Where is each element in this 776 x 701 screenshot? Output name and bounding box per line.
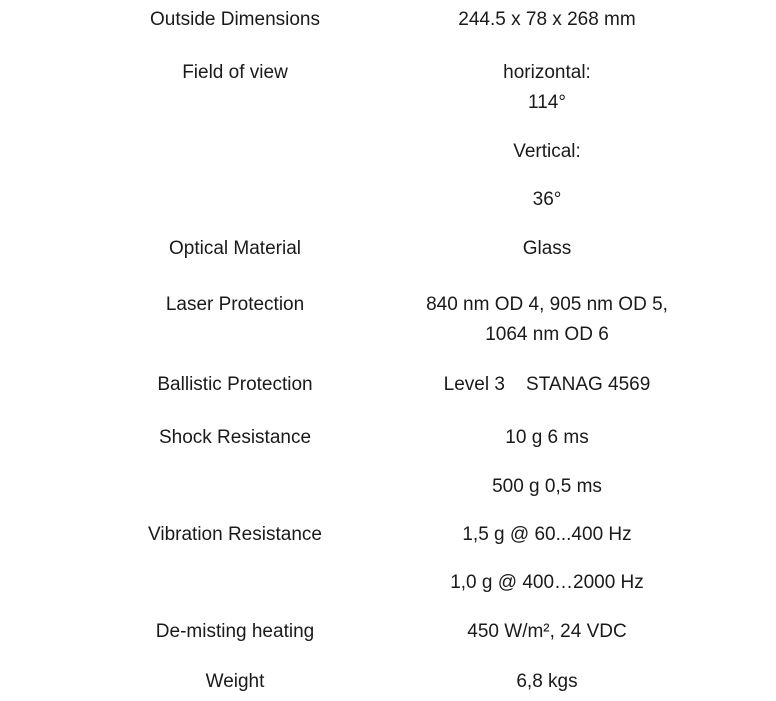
spec-value-demisting-heating: 450 W/m², 24 VDC bbox=[467, 621, 627, 642]
spec-value-fov-vertical: 36° bbox=[532, 189, 562, 210]
spec-value-fov-horizontal-label: horizontal: bbox=[503, 62, 591, 83]
spec-value-laser-protection-line1: 840 nm OD 4, 905 nm OD 5, bbox=[426, 294, 668, 315]
spec-label-ballistic-protection: Ballistic Protection bbox=[157, 374, 313, 395]
spec-value-fov-vertical-label: Vertical: bbox=[513, 141, 581, 162]
spec-label-laser-protection: Laser Protection bbox=[165, 294, 305, 315]
spec-label-optical-material: Optical Material bbox=[169, 238, 301, 259]
spec-label-field-of-view: Field of view bbox=[182, 62, 288, 83]
spec-value-fov-horizontal: 114° bbox=[528, 92, 566, 113]
spec-value-shock-resistance-2: 500 g 0,5 ms bbox=[492, 476, 602, 497]
spec-value-vibration-resistance-2: 1,0 g @ 400…2000 Hz bbox=[450, 572, 644, 593]
spec-label-weight: Weight bbox=[205, 671, 265, 692]
spec-value-shock-resistance-1: 10 g 6 ms bbox=[505, 427, 589, 448]
spec-value-laser-protection-line2: 1064 nm OD 6 bbox=[485, 324, 609, 345]
spec-label-outside-dimensions: Outside Dimensions bbox=[149, 9, 321, 30]
spec-label-demisting-heating: De-misting heating bbox=[155, 621, 315, 642]
spec-value-optical-material: Glass bbox=[522, 238, 572, 259]
spec-label-shock-resistance: Shock Resistance bbox=[158, 427, 312, 448]
spec-value-outside-dimensions: 244.5 x 78 x 268 mm bbox=[458, 9, 636, 30]
spec-value-vibration-resistance-1: 1,5 g @ 60...400 Hz bbox=[462, 524, 632, 545]
spec-value-ballistic-protection: Level 3 STANAG 4569 bbox=[443, 374, 651, 395]
spec-value-weight: 6,8 kgs bbox=[516, 671, 578, 692]
spec-label-vibration-resistance: Vibration Resistance bbox=[148, 524, 322, 545]
